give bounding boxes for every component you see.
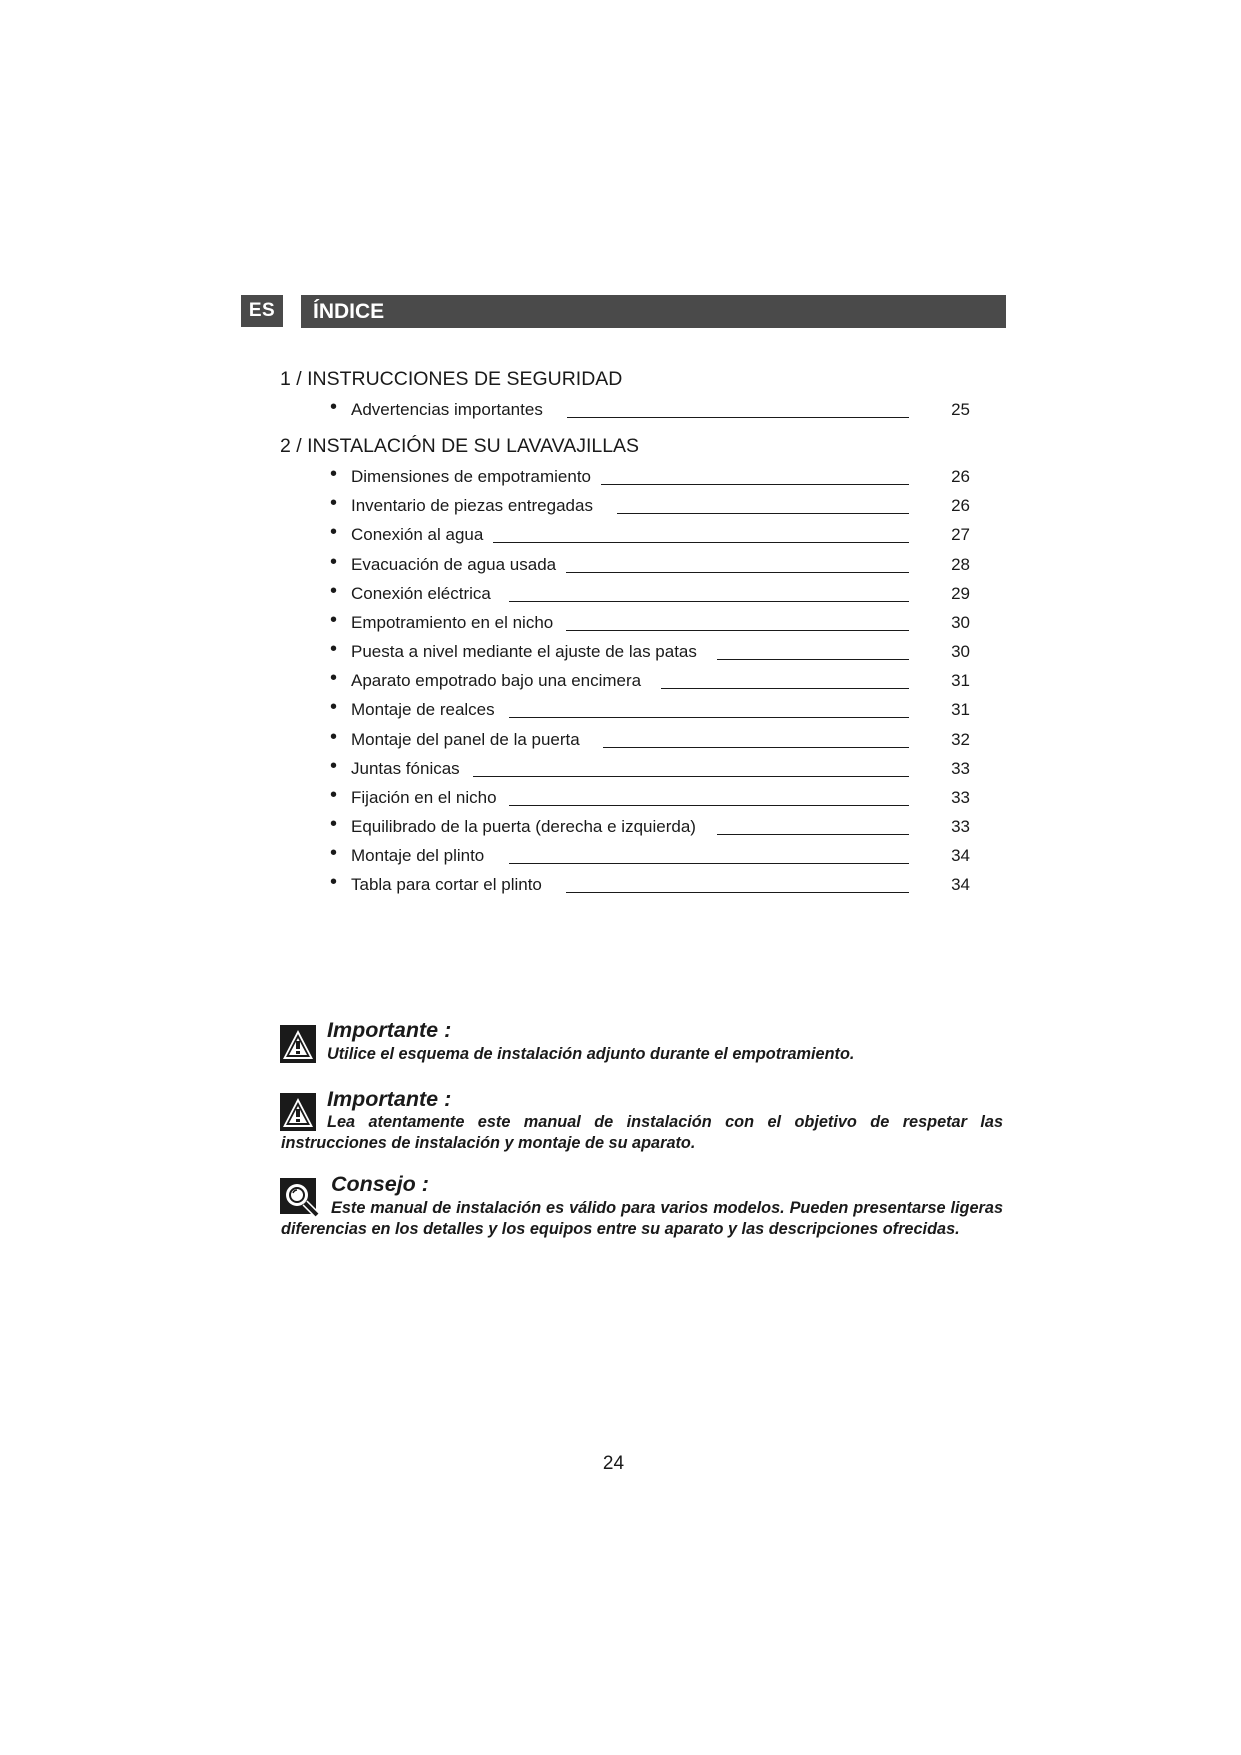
- toc-item-page: 33: [951, 817, 970, 836]
- leader-line: [603, 747, 909, 748]
- toc-item-label: Puesta a nivel mediante el ajuste de las patas: [351, 640, 697, 664]
- leader-line: [493, 542, 909, 543]
- toc-item-page: 26: [951, 496, 970, 515]
- toc-item-label: Advertencias importantes: [351, 398, 543, 422]
- toc-item[interactable]: [330, 844, 970, 868]
- toc-item-page: 31: [951, 700, 970, 719]
- toc-item[interactable]: [330, 398, 970, 422]
- toc-item-page: 28: [951, 555, 970, 574]
- toc-item-page: 33: [951, 788, 970, 807]
- toc-item-page: 25: [951, 400, 970, 419]
- toc-item-label: Dimensiones de empotramiento: [351, 465, 591, 489]
- toc-item-label: Aparato empotrado bajo una encimera: [351, 669, 641, 693]
- note-text: Utilice el esquema de instalación adjunto durante el empotramiento.: [327, 1045, 855, 1063]
- note-text: Este manual de instalación es válido para varios modelos. Pueden presentarse ligeras diferencias en los detalles y los equipos entre su aparato y las descripciones ofrecidas.: [281, 1199, 1003, 1238]
- toc-item-page: 26: [951, 467, 970, 486]
- toc-item-label: Conexión eléctrica: [351, 582, 491, 606]
- leader-line: [717, 834, 909, 835]
- toc-item-label: Conexión al agua: [351, 523, 483, 547]
- leader-line: [509, 601, 909, 602]
- section-title-instalacion: 2 / INSTALACIÓN DE SU LAVAVAJILLAS: [280, 435, 640, 457]
- page-title-text: ÍNDICE: [313, 299, 385, 323]
- toc-item-label: Montaje del plinto: [351, 844, 484, 868]
- toc-item-label: Inventario de piezas entregadas: [351, 494, 593, 518]
- bullet: •: [330, 842, 338, 864]
- toc-item-label: Empotramiento en el nicho: [351, 611, 553, 635]
- bullet: •: [330, 551, 338, 573]
- bullet: •: [330, 521, 338, 543]
- bullet: •: [330, 580, 338, 602]
- note-title: Consejo :: [331, 1172, 429, 1196]
- toc-item-label: Juntas fónicas: [351, 757, 460, 781]
- toc-item-label: Montaje de realces: [351, 698, 495, 722]
- note-text: Lea atentamente este manual de instalación con el objetivo de respetar las instrucciones de instalación y montaje de su aparato.: [281, 1113, 1003, 1152]
- toc-item-page: 33: [951, 759, 970, 778]
- toc-item[interactable]: [330, 494, 970, 518]
- toc-item[interactable]: [330, 786, 970, 810]
- bullet: •: [330, 463, 338, 485]
- toc-item[interactable]: [330, 523, 970, 547]
- language-badge: ES: [241, 295, 283, 327]
- leader-line: [661, 688, 909, 689]
- leader-line: [509, 717, 909, 718]
- leader-line: [601, 484, 909, 485]
- leader-line: [509, 805, 909, 806]
- toc-item-label: Tabla para cortar el plinto: [351, 873, 542, 897]
- toc-item-label: Fijación en el nicho: [351, 786, 497, 810]
- toc-item[interactable]: [330, 553, 970, 577]
- bullet: •: [330, 696, 338, 718]
- toc-item[interactable]: [330, 757, 970, 781]
- bullet: •: [330, 726, 338, 748]
- toc-item-page: 34: [951, 875, 970, 894]
- leader-line: [566, 630, 909, 631]
- toc-item[interactable]: [330, 669, 970, 693]
- toc-item[interactable]: [330, 728, 970, 752]
- toc-item-label: Equilibrado de la puerta (derecha e izquierda): [351, 815, 696, 839]
- bullet: •: [330, 813, 338, 835]
- toc-item-page: 34: [951, 846, 970, 865]
- leader-line: [566, 892, 909, 893]
- bullet: •: [330, 609, 338, 631]
- toc-item[interactable]: [330, 815, 970, 839]
- leader-line: [617, 513, 909, 514]
- toc-item[interactable]: [330, 698, 970, 722]
- warning-icon: [280, 1025, 316, 1063]
- bullet: •: [330, 755, 338, 777]
- bullet: •: [330, 492, 338, 514]
- page-number: 24: [602, 1453, 625, 1474]
- section-title-seguridad: 1 / INSTRUCCIONES DE SEGURIDAD: [280, 368, 623, 390]
- bullet: •: [330, 396, 338, 418]
- leader-line: [717, 659, 909, 660]
- bullet: •: [330, 871, 338, 893]
- toc-item-label: Evacuación de agua usada: [351, 553, 556, 577]
- toc-item-page: 29: [951, 584, 970, 603]
- toc-item-page: 30: [951, 613, 970, 632]
- leader-line: [567, 417, 909, 418]
- note-title: Importante :: [327, 1018, 452, 1042]
- note-title: Importante :: [327, 1087, 452, 1111]
- toc-item-page: 32: [951, 730, 970, 749]
- toc-item-label: Montaje del panel de la puerta: [351, 728, 580, 752]
- toc-item[interactable]: [330, 582, 970, 606]
- page-title: [301, 295, 1006, 328]
- bullet: •: [330, 667, 338, 689]
- toc-item-page: 31: [951, 671, 970, 690]
- toc-item[interactable]: [330, 873, 970, 897]
- leader-line: [473, 776, 909, 777]
- leader-line: [509, 863, 909, 864]
- toc-item[interactable]: [330, 465, 970, 489]
- bullet: •: [330, 638, 338, 660]
- toc-item[interactable]: [330, 611, 970, 635]
- toc-item[interactable]: [330, 640, 970, 664]
- bullet: •: [330, 784, 338, 806]
- toc-item-page: 30: [951, 642, 970, 661]
- leader-line: [566, 572, 909, 573]
- toc-item-page: 27: [951, 525, 970, 544]
